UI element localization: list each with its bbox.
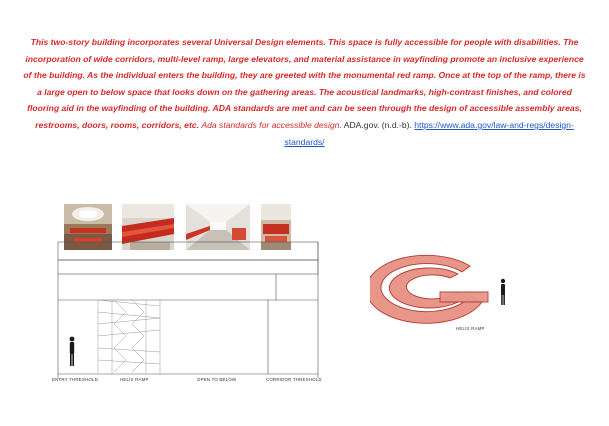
label-open-to-below: OPEN TO BELOW [197, 377, 237, 382]
label-helix-ramp-plan: HELIX RAMP [456, 326, 485, 331]
label-corridor-threshold: CORRIDOR THRESHOLD [266, 377, 322, 382]
building-section-drawing [50, 200, 322, 390]
citation-source: . ADA.gov. (n.d.-b). [339, 119, 412, 130]
section-linework [50, 200, 322, 390]
description-paragraph [22, 34, 587, 150]
citation [201, 120, 573, 147]
citation-title: Ada standards for accessible design [201, 119, 340, 130]
description-body: This two-story building incorporates several Universal Design elements. This space is fully accessible for people with disabilities. The incorporation of wide corridors, multi-level ramp, large elevators, and material assistance in wayfinding promote an inclusive experience of the building. As the individual enters the building, they are greeted with the monumental red ramp. Once at the top of the ramp, there is a large open to below space that looks down on the gathering areas. The acoustical landmarks, high-contrast finishes, and colored flooring aid in the wayfinding of the building. ADA standards are met and can be seen through the design of accessible assembly areas, restrooms, doors, rooms, corridors, etc. [23, 37, 586, 130]
human-figure-right-icon [501, 279, 505, 305]
helix-ramp-diagram [370, 248, 530, 338]
label-helix-ramp: HELIX RAMP [120, 377, 149, 382]
helix-ramp-plan [370, 248, 530, 338]
citation-link[interactable]: https://www.ada.gov/law-and-regs/design-standards/ [284, 119, 574, 147]
label-entry-threshold: ENTRY THRESHOLD [52, 377, 98, 382]
human-figure-left-icon [70, 337, 75, 366]
